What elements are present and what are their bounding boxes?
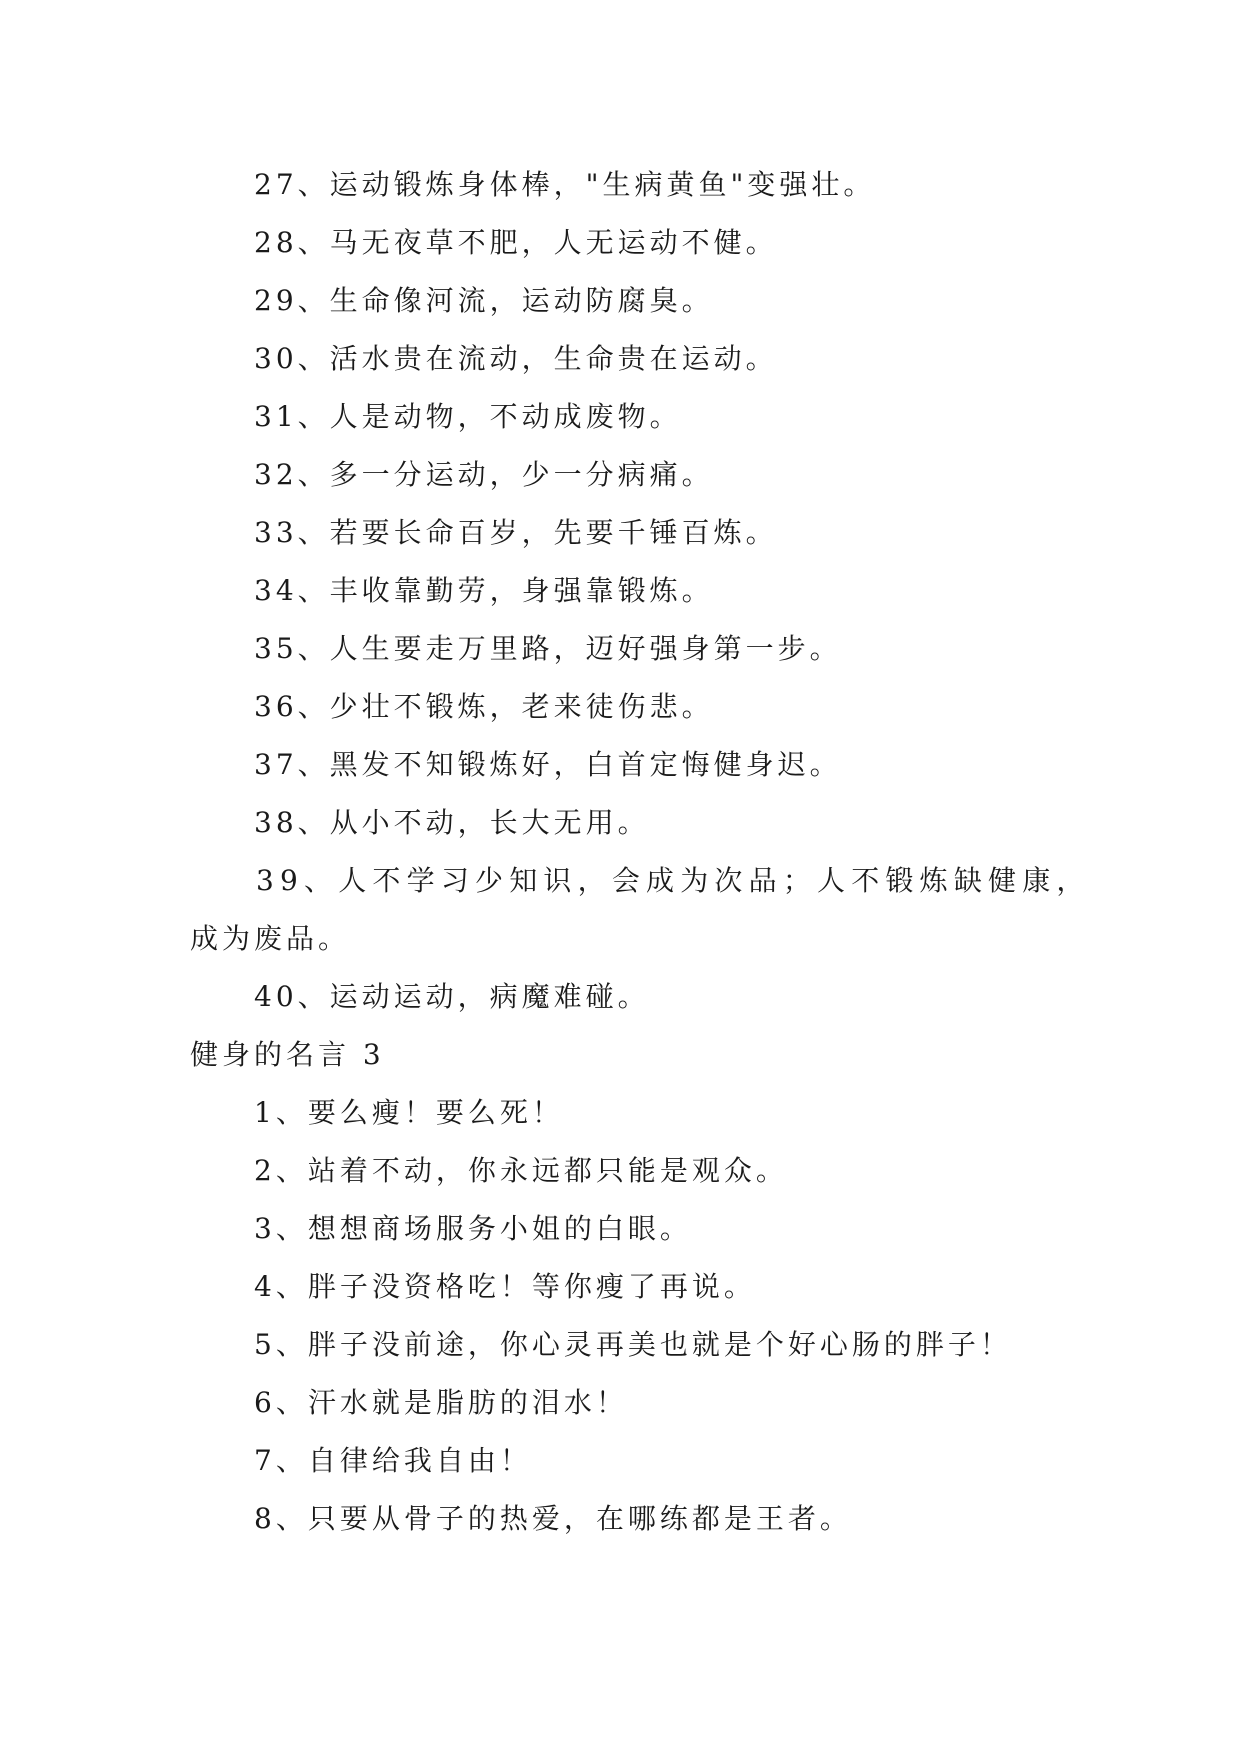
list-item: 31、人是动物，不动成废物。 — [254, 400, 682, 433]
list-item: 35、人生要走万里路，迈好强身第一步。 — [254, 632, 842, 665]
section-heading: 健身的名言 3 — [190, 1038, 385, 1071]
list-item: 30、活水贵在流动，生命贵在运动。 — [254, 342, 778, 375]
list-item: 37、黑发不知锻炼好，白首定悔健身迟。 — [254, 748, 842, 781]
document-body — [190, 156, 1090, 1548]
list-item: 1、要么瘦！要么死！ — [254, 1096, 564, 1129]
list-item: 32、多一分运动，少一分病痛。 — [254, 458, 714, 491]
list-item: 29、生命像河流，运动防腐臭。 — [254, 284, 714, 317]
list-item: 27、运动锻炼身体棒，"生病黄鱼"变强壮。 — [254, 168, 876, 201]
list-item: 5、胖子没前途，你心灵再美也就是个好心肠的胖子！ — [254, 1328, 1012, 1361]
list-item: 28、马无夜草不肥，人无运动不健。 — [254, 226, 778, 259]
list-item: 7、自律给我自由！ — [254, 1444, 532, 1477]
list-item: 2、站着不动，你永远都只能是观众。 — [254, 1154, 788, 1187]
list-item: 33、若要长命百岁，先要千锤百炼。 — [254, 516, 778, 549]
list-item: 34、丰收靠勤劳，身强靠锻炼。 — [254, 574, 714, 607]
list-item-39-line2: 成为废品。 — [190, 922, 351, 955]
list-item: 8、只要从骨子的热爱，在哪练都是王者。 — [254, 1502, 852, 1535]
list-item: 3、想想商场服务小姐的白眼。 — [254, 1212, 692, 1245]
list-item-39-line1: 39、人不学习少知识，会成为次品；人不锻炼缺健康， — [256, 864, 1091, 897]
list-item: 6、汗水就是脂肪的泪水！ — [254, 1386, 628, 1419]
list-item: 4、胖子没资格吃！等你瘦了再说。 — [254, 1270, 756, 1303]
list-item: 40、运动运动，病魔难碰。 — [254, 980, 650, 1013]
list-item: 38、从小不动，长大无用。 — [254, 806, 650, 839]
list-item: 36、少壮不锻炼，老来徒伤悲。 — [254, 690, 714, 723]
